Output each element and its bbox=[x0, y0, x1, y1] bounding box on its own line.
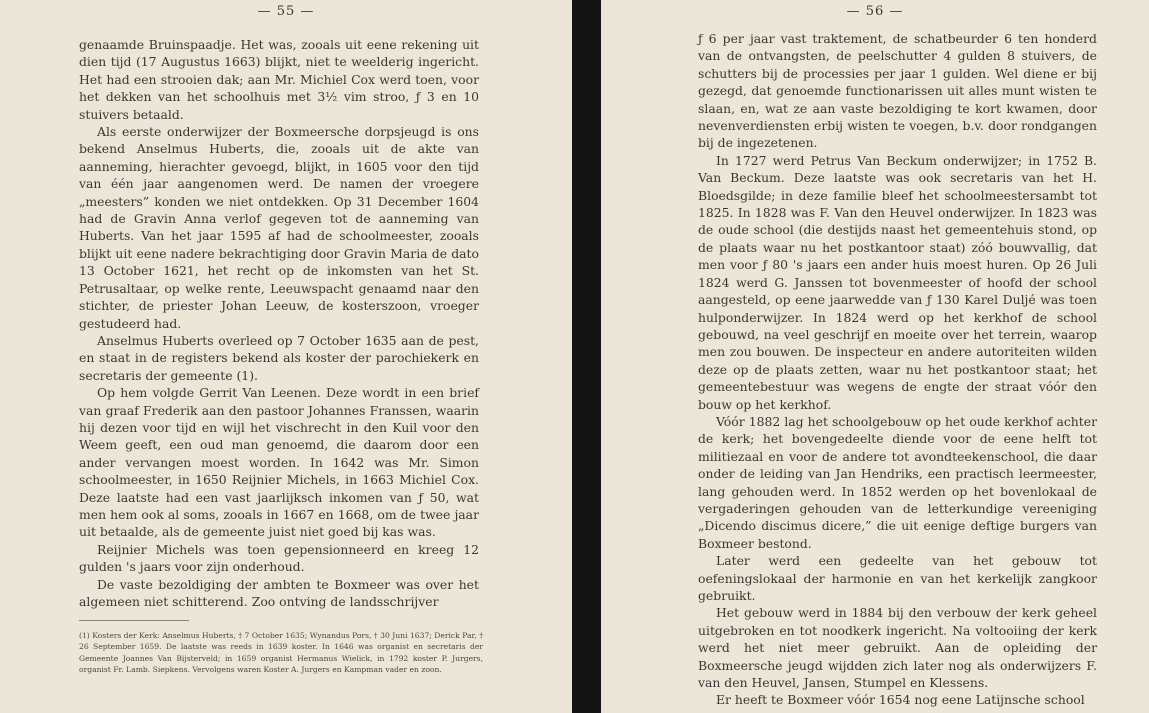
page-number: — 55 — bbox=[257, 4, 315, 19]
paragraph: Er heeft te Boxmeer vóór 1654 nog eene Latijnsche school bbox=[716, 692, 1085, 708]
footnote-rule bbox=[79, 620, 189, 621]
paragraph: Later werd een gedeelte van het gebouw tot oefeningslokaal der harmonie en van het kerkelijk zangkoor gebruikt. bbox=[698, 553, 1097, 603]
paragraph: Vóór 1882 lag het schoolgebouw op het oude kerkhof achter de kerk; het bovengedeelte diende voor de eene helft tot militiezaal en voor de andere tot avondteekenschool, die daar onder de leiding van Jan Hendriks, een practisch leermeester, lang gehouden werd. In 1852 werden op het bovenlokaal de vergaderingen gehouden van de letterkundige vereeniging „Dicendo discimus dicere,” die uit eenige deftige burgers van Boxmeer bestond. bbox=[698, 413, 1097, 551]
paragraph: Als eerste onderwijzer der Boxmeersche dorpsjeugd is ons bekend Anselmus Huberts, die, zooals uit de akte van aanneming, hierachter gevoegd, blijkt, in 1605 voor den tijd van één jaar aangenomen werd. De namen der vroegere „meesters” konden we niet ontdekken. Op 31 December 1604 had de Gravin Anna verlof gegeven tot de aanneming van Huberts. Van het jaar 1595 af had de schoolmeester, zooals blijkt uit eene nadere bekrachtiging door Gravin Maria de dato 13 October 1621, het recht op de inkomsten van het St. Petrusaltaar, op welke rente, Leeuwspacht genaamd naar den stichter, de priester Johan Leeuw, de kosterszoon, vroeger gestudeerd had. bbox=[79, 124, 479, 331]
paragraph: Anselmus Huberts overleed op 7 October 1635 aan de pest, en staat in de registers bekend als koster der parochiekerk en secretaris der gemeente (1). bbox=[79, 332, 479, 383]
right-page bbox=[601, 0, 1149, 713]
paragraph: Het gebouw werd in 1884 bij den verbouw der kerk geheel uitgebroken en tot noodkerk ingericht. Na voltooiing der kerk werd het niet meer gebruikt. Aan de opleiding der Boxmeersche jeugd wijdden zich later nog als onderwijzers F. van den Heuvel, Jansen, Stumpel en Klessens. bbox=[698, 605, 1097, 691]
page-number: — 56 — bbox=[846, 4, 904, 19]
paragraph: ƒ 6 per jaar vast traktement, de schatbeurder 6 ten honderd van de ontvangsten, de peelschutter 4 gulden 8 stuivers, de schutters bij de processies per jaar 1 gulden. Wel diene er bij gezegd, dat genoemde functionarissen uit alles munt wisten te slaan, en, wat ze aan vaste bezoldiging te kort kwamen, door nevenverdiensten erbij wisten te voegen, b.v. door rondgangen bij de ingezetenen. bbox=[698, 31, 1097, 151]
paragraph: In 1727 werd Petrus Van Beckum onderwijzer; in 1752 B. Van Beckum. Deze laatste was ook secretaris van het H. Bloedsgilde; in deze familie bleef het schoolmeestersambt tot 1825. In 1828 was F. Van den Heuvel onderwijzer. In 1823 was de oude school (die destijds naast het gemeentehuis stond, op de plaats waar nu het postkantoor staat) zóó bouwvallig, dat men voor ƒ 80 's jaars een ander huis moest huren. Op 26 Juli 1824 werd G. Janssen tot bovenmeester of hoofd der school aangesteld, op eene jaarwedde van ƒ 130 Karel Duljé was toen hulponderwijzer. In 1824 werd op het kerkhof de school gebouwd, na veel geschrijf en moeite over het terrein, waarop men zou bouwen. De inspecteur en andere autoriteiten wilden deze op de plaats zetten, waar nu het postkantoor staat; het gemeentebestuur was wegens de engte der straat vóór den bouw op het kerkhof. bbox=[698, 152, 1097, 412]
body-text bbox=[79, 36, 479, 610]
footnote: (1) Kosters der Kerk: Anselmus Huberts, † 7 October 1635; Wynandus Pors, † 30 Juni 1637; Derick Par, † 26 September 1659. De laatste was reeds in 1639 koster. In 1646 was organist en secretaris der Gemeente Joannes Van Bijsterveld; in 1659 organist Hermanus Wielick, in 1792 koster P. Jurgers, organist Fr. Lamb. Siepkens. Vervolgens waren Koster A. Jurgers en Kampman vader en zoon. bbox=[79, 631, 483, 675]
paragraph: genaamde Bruinspaadje. Het was, zooals uit eene rekening uit dien tijd (17 Augustus 1663) blijkt, niet te weelderig ingericht. Het had een strooien dak; aan Mr. Michiel Cox werd toen, voor het dekken van het schoolhuis met 3½ vim stroo, ƒ 3 en 10 stuivers betaald. bbox=[79, 37, 479, 122]
book-gutter bbox=[572, 0, 601, 713]
paragraph: Reijnier Michels was toen gepensionneerd en kreeg 12 gulden 's jaars voor zijn onderhoud. bbox=[79, 541, 479, 575]
paragraph: De vaste bezoldiging der ambten te Boxmeer was over het algemeen niet schitterend. Zoo ontving de landsschrijver bbox=[79, 576, 479, 609]
body-text bbox=[698, 30, 1097, 709]
paragraph: Op hem volgde Gerrit Van Leenen. Deze wordt in een brief van graaf Frederik aan den pastoor Johannes Franssen, waarin hij dezen voor tijd en wijl het vischrecht in den Kuil voor den Weem geeft, een oud man genoemd, die daarom door een ander vervangen moest worden. In 1642 was Mr. Simon schoolmeester, in 1650 Reijnier Michels, in 1663 Michiel Cox. Deze laatste had een vast jaarlijksch inkomen van ƒ 50, wat men hem ook al soms, zooals in 1667 en 1668, om de twee jaar uit betaalde, als de gemeente juist niet goed bij kas was. bbox=[79, 385, 479, 540]
left-page bbox=[0, 0, 572, 713]
